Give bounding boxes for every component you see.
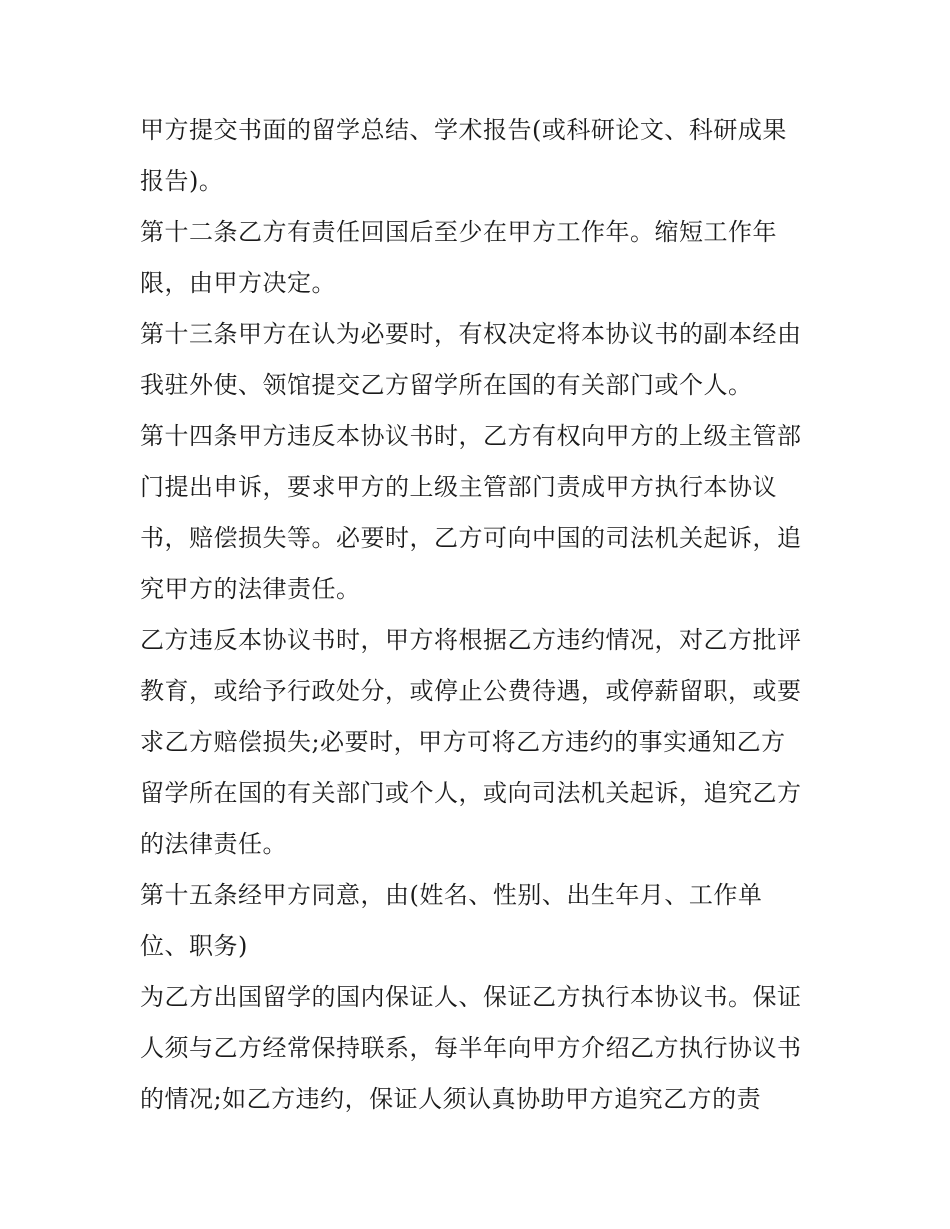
text-line: 我驻外使、领馆提交乙方留学所在国的有关部门或个人。	[140, 371, 753, 399]
text-line: 书，赔偿损失等。必要时，乙方可向中国的司法机关起诉，追	[140, 524, 802, 552]
text-line: 第十四条甲方违反本协议书时，乙方有权向甲方的上级主管部	[140, 422, 802, 450]
document-body	[140, 105, 820, 1125]
text-line: 为乙方出国留学的国内保证人、保证乙方执行本协议书。保证	[140, 983, 802, 1011]
text-line: 限，由甲方决定。	[140, 269, 336, 297]
text-line: 第十五条经甲方同意，由(姓名、性别、出生年月、工作单	[140, 881, 763, 909]
text-line: 求乙方赔偿损失;必要时，甲方可将乙方违约的事实通知乙方	[140, 728, 786, 756]
text-line: 的情况;如乙方违约，保证人须认真协助甲方追究乙方的责	[140, 1085, 762, 1113]
text-line: 位、职务)	[140, 932, 248, 960]
text-line: 究甲方的法律责任。	[140, 575, 361, 603]
text-line: 的法律责任。	[140, 830, 287, 858]
text-line: 甲方提交书面的留学总结、学术报告(或科研论文、科研成果	[140, 116, 787, 144]
text-line: 人须与乙方经常保持联系，每半年向甲方介绍乙方执行协议书	[140, 1034, 802, 1062]
text-line: 第十三条甲方在认为必要时，有权决定将本协议书的副本经由	[140, 320, 802, 348]
text-line: 报告)。	[140, 167, 224, 195]
text-line: 第十二条乙方有责任回国后至少在甲方工作年。缩短工作年	[140, 218, 777, 246]
text-line: 乙方违反本协议书时，甲方将根据乙方违约情况，对乙方批评	[140, 626, 802, 654]
text-line: 教育，或给予行政处分，或停止公费待遇，或停薪留职，或要	[140, 677, 802, 705]
text-line: 门提出申诉，要求甲方的上级主管部门责成甲方执行本协议	[140, 473, 777, 501]
text-line: 留学所在国的有关部门或个人，或向司法机关起诉，追究乙方	[140, 779, 802, 807]
